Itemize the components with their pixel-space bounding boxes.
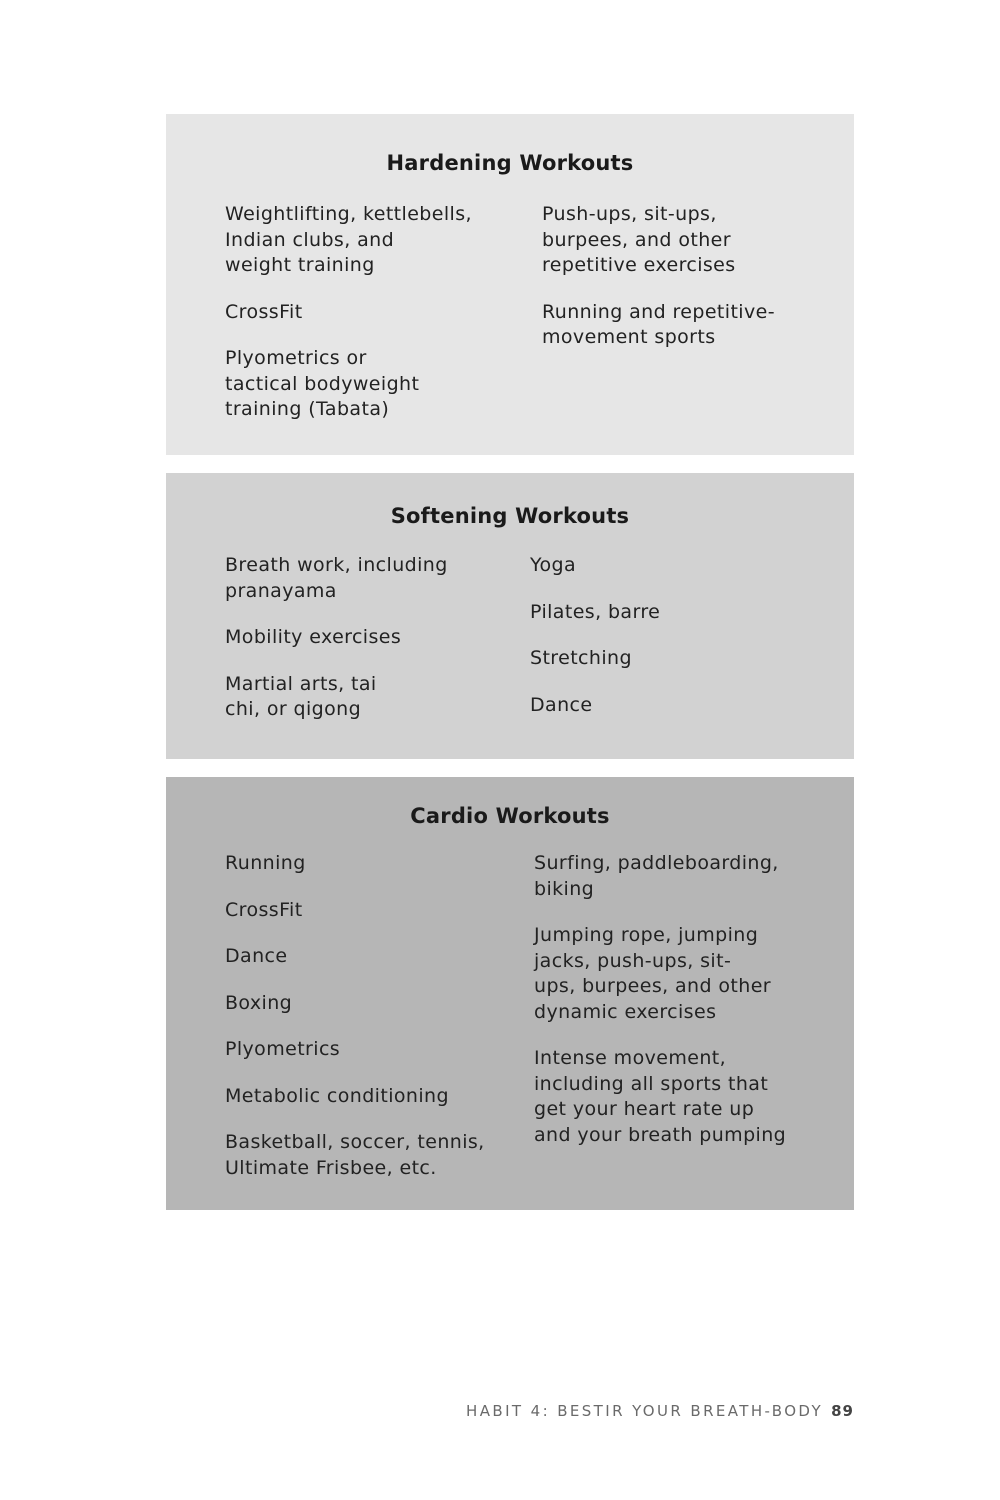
- cardio-workouts-title: Cardio Workouts: [410, 804, 610, 828]
- cardio-right-column: [534, 851, 834, 1148]
- hardening-left-column: [225, 202, 525, 423]
- list-item: Running and repetitive- movement sports: [542, 300, 775, 348]
- list-item: Mobility exercises: [225, 626, 402, 648]
- softening-workouts-title: Softening Workouts: [390, 504, 630, 528]
- list-item: Yoga: [530, 554, 577, 576]
- list-item: Metabolic conditioning: [225, 1084, 449, 1107]
- list-item: Dance: [530, 693, 593, 716]
- hardening-workouts-title: Hardening Workouts: [386, 151, 634, 175]
- list-item: Intense movement, including all sports that get your heart rate up and your breath pumping: [534, 1047, 787, 1146]
- list-item: Pilates, barre: [530, 600, 661, 623]
- list-item: Stretching: [530, 647, 632, 669]
- cardio-left-column: [225, 851, 525, 1181]
- list-item: CrossFit: [225, 300, 303, 323]
- list-item: Running: [225, 852, 306, 874]
- page-footer: [466, 1402, 854, 1420]
- list-item: Martial arts, tai chi, or qigong: [225, 672, 377, 720]
- cardio-workouts-box: [166, 777, 854, 1210]
- softening-left-column: [225, 553, 515, 723]
- softening-workouts-box: [166, 473, 854, 759]
- list-item: Basketball, soccer, tennis, Ultimate Frisbee, etc.: [225, 1131, 485, 1179]
- hardening-right-column: [542, 202, 822, 351]
- hardening-workouts-box: [166, 114, 854, 455]
- list-item: CrossFit: [225, 898, 303, 921]
- page-number: 89: [831, 1402, 854, 1420]
- list-item: Push-ups, sit-ups, burpees, and other repetitive exercises: [542, 203, 736, 276]
- list-item: Plyometrics or tactical bodyweight training (Tabata): [225, 347, 420, 420]
- list-item: Boxing: [225, 991, 293, 1014]
- list-item: Breath work, including pranayama: [225, 554, 448, 602]
- list-item: Jumping rope, jumping jacks, push-ups, sit- ups, burpees, and other dynamic exercises: [534, 924, 772, 1023]
- list-item: Dance: [225, 945, 288, 967]
- list-item: Plyometrics: [225, 1038, 341, 1060]
- list-item: Surfing, paddleboarding, biking: [534, 852, 779, 900]
- running-head: HABIT 4: BESTIR YOUR BREATH-BODY: [466, 1402, 824, 1420]
- softening-right-column: [530, 553, 810, 718]
- list-item: Weightlifting, kettlebells, Indian clubs, and weight training: [225, 203, 472, 276]
